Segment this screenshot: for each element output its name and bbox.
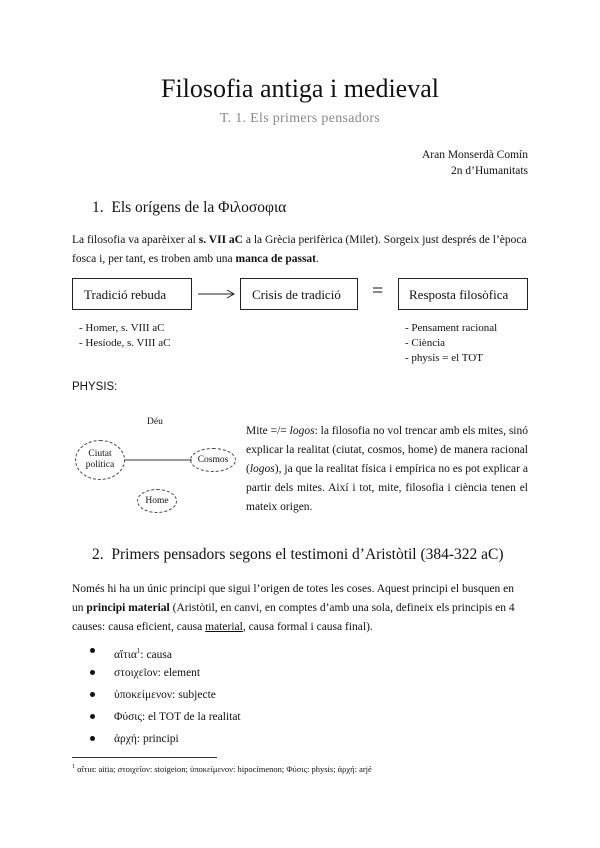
- text-run: Mite =/=: [246, 425, 290, 437]
- text-run: ), ja que la realitat física i empírica no es pot explicar a partir dels mites. Així i tot, mite, filosofia i ciència tenen el mateix origen.: [246, 463, 528, 513]
- greek-term: ὑποκείμενον: [114, 689, 173, 701]
- term-meaning: : el TOT de la realitat: [141, 711, 241, 723]
- note-physis: - physis = el TOT: [405, 352, 483, 364]
- list-item: [90, 684, 241, 706]
- footnote-number: 1: [72, 764, 75, 771]
- term-meaning: : subjecte: [172, 689, 216, 701]
- flow-right-notes: [405, 321, 497, 366]
- footnote-rule: [72, 757, 217, 758]
- bullet-icon: [90, 648, 95, 653]
- section-2-heading: 2. Primers pensadors segons el testimoni d’Aristòtil (384-322 aC): [92, 546, 504, 563]
- flow-arrow: [197, 287, 239, 301]
- mite-paragraph: [246, 422, 528, 517]
- text-run: Només hi ha un únic principi que sigui l’origen de totes les coses. Aquest principi el busquen en un: [72, 583, 515, 614]
- greek-term: ἀρχή: [114, 733, 137, 745]
- greek-term: αἴτια: [114, 648, 137, 661]
- section-1-intro: [72, 231, 527, 269]
- diagram-cosmos-label: Cosmos: [197, 454, 229, 465]
- footnote-ref: 1: [136, 647, 141, 655]
- list-item: [90, 728, 241, 750]
- text-run: : la filosofia no vol trencar amb els mites, sinó explicar la realitat (ciutat, cosmos, home) de manera racional (: [246, 425, 528, 475]
- flow-box-tradicio: Tradició rebuda: [72, 278, 192, 310]
- flow-left-notes: [79, 321, 170, 351]
- term-meaning: : causa: [140, 648, 172, 661]
- term-meaning: : principi: [136, 733, 179, 745]
- footnote-text: αἴτια: aitia; στοιχεῖον: stoigeion; ὑποκείμενον: hipocímenon; Φύσις: physis; ἀρχή: arjé: [77, 764, 372, 774]
- page-title: Filosofia antiga i medieval: [161, 74, 439, 103]
- list-item: [90, 662, 241, 684]
- page-subtitle: T. 1. Els primers pensadors: [219, 111, 381, 126]
- text-run: (Aristòtil, en canvi, en comptes d’amb una sola, defineix els principis en 4 causes: causa eficient, causa: [72, 602, 515, 633]
- author-name: Aran Monserdà Comín: [421, 149, 528, 161]
- underlined-material: material: [205, 621, 243, 633]
- note-ciencia: - Ciència: [405, 337, 446, 349]
- flow-box-resposta: Resposta filosòfica: [398, 278, 528, 310]
- physis-label: PHYSIS:: [72, 381, 118, 393]
- diagram-ciutat-label: Ciutat política: [85, 449, 115, 470]
- diagram-home-label: Home: [145, 495, 169, 506]
- note-hesiode: - Hesíode, s. VIII aC: [79, 337, 171, 349]
- footnote: [72, 764, 532, 774]
- bullet-icon: [90, 692, 95, 697]
- italic-logos: logos: [249, 463, 275, 475]
- list-item: [90, 640, 241, 662]
- text-run: .: [316, 253, 319, 265]
- bullet-icon: [90, 714, 95, 719]
- diagram-ciutat-ellipse: [75, 440, 125, 480]
- greek-terms-list: [90, 640, 241, 750]
- bullet-icon: [90, 736, 95, 741]
- bold-principi: principi material: [86, 602, 170, 614]
- greek-term: Φύσις: [114, 711, 142, 723]
- note-homer: - Homer, s. VIII aC: [79, 322, 165, 334]
- flow-equals: =: [372, 280, 384, 302]
- course-name: 2n d’Humanitats: [451, 165, 528, 177]
- bold-century: s. VII aC: [198, 234, 243, 246]
- bullet-icon: [90, 670, 95, 675]
- diagram-deu: Déu: [147, 417, 163, 427]
- diagram-home-ellipse: [137, 489, 177, 513]
- section-2-intro: [72, 580, 527, 637]
- list-item: [90, 706, 241, 728]
- diagram-connector: [124, 455, 194, 465]
- text-run: a la Grècia perifèrica (Milet). Sorgeix just després de l’època fosca i, per tant, es troben amb una: [72, 234, 527, 265]
- text-run: La filosofia va aparèixer al: [72, 234, 199, 246]
- flow-box-crisis: Crisis de tradició: [240, 278, 358, 310]
- bold-manca: manca de passat: [235, 253, 317, 265]
- section-1-heading: 1. Els orígens de la Φιλοσοφια: [92, 199, 287, 216]
- note-pensament: - Pensament racional: [405, 322, 498, 334]
- italic-logos: logos: [289, 425, 315, 437]
- term-meaning: : element: [157, 667, 201, 679]
- diagram-cosmos-ellipse: [190, 448, 236, 472]
- text-run: , causa formal i causa final).: [242, 621, 373, 633]
- greek-term: στοιχεῖον: [114, 667, 158, 679]
